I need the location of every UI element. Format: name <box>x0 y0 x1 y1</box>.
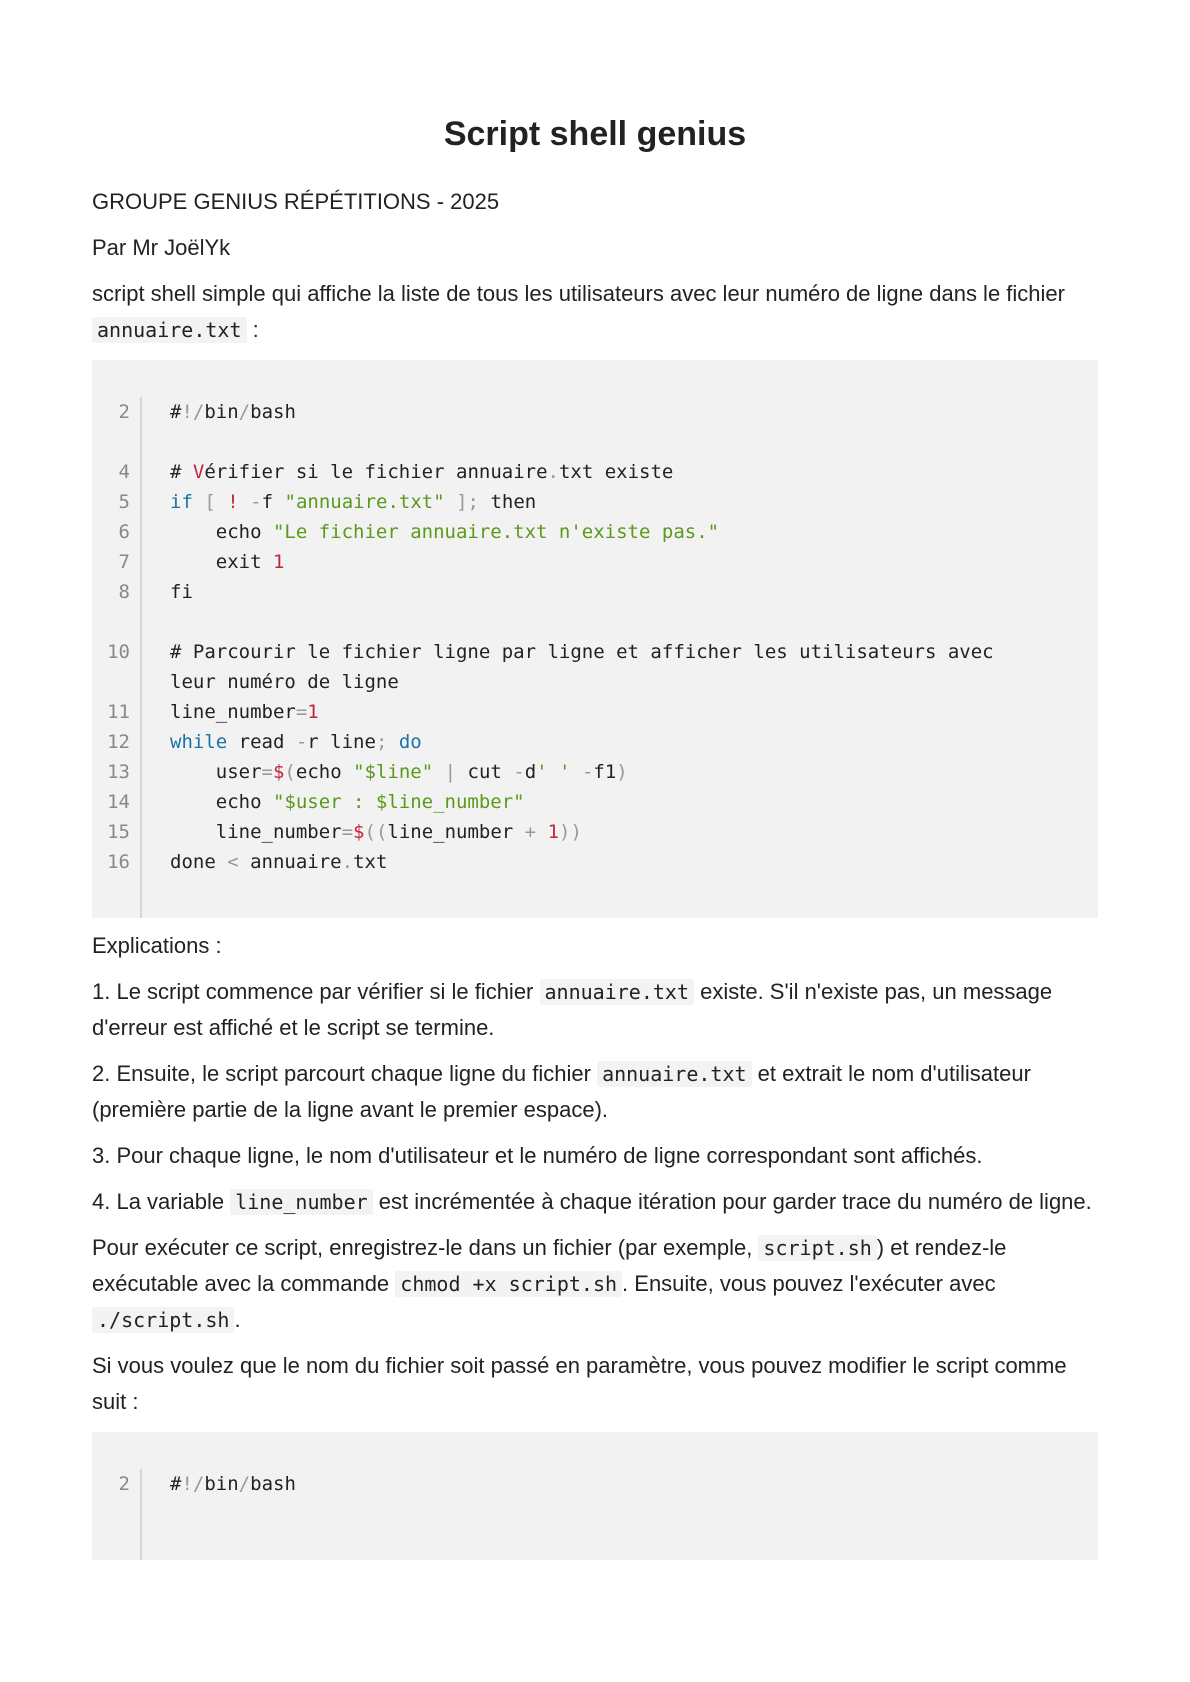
code-line: line_number=$((line_number + 1)) <box>170 821 582 843</box>
explications-label: Explications : <box>92 933 222 958</box>
line-number: 7 <box>118 551 130 573</box>
execution-text: . <box>234 1307 241 1332</box>
code-line-blank <box>170 427 1098 457</box>
code-line: # Vérifier si le fichier annuaire.txt existe <box>170 461 674 483</box>
inline-code: line_number <box>230 1189 372 1215</box>
inline-code: script.sh <box>758 1235 876 1261</box>
code-line: if [ ! -f "annuaire.txt" ]; then <box>170 491 537 513</box>
page-title: Script shell genius <box>443 115 747 153</box>
step-4 <box>92 1184 1098 1220</box>
execution-text: Pour exécuter ce script, enregistrez-le dans un fichier (par exemple, <box>92 1235 759 1260</box>
inline-code: annuaire.txt <box>92 317 247 343</box>
step-2 <box>92 1056 1098 1128</box>
line-number: 2 <box>118 1473 130 1495</box>
inline-code: annuaire.txt <box>597 1061 752 1087</box>
step-text: existe. S'il n'existe pas, un message d'erreur est affiché et le script se termine. <box>92 979 1053 1040</box>
author-label: Par Mr JoëlYk <box>92 235 231 260</box>
code-line: done < annuaire.txt <box>170 851 388 873</box>
code-block-2 <box>92 1432 1098 1560</box>
line-number <box>92 427 140 457</box>
step-text: 3. Pour chaque ligne, le nom d'utilisateur et le numéro de ligne correspondant sont affichés. <box>92 1143 983 1168</box>
execution-text: . Ensuite, vous pouvez l'exécuter avec <box>622 1271 996 1296</box>
line-number: 10 <box>107 641 130 663</box>
line-number-gutter <box>92 1469 142 1560</box>
intro-paragraph <box>92 276 1098 348</box>
group-label: GROUPE GENIUS RÉPÉTITIONS - 2025 <box>92 189 500 214</box>
code-lines <box>142 1469 1098 1560</box>
intro-text-end: : <box>246 317 259 342</box>
step-text: 4. La variable <box>92 1189 231 1214</box>
line-number: 4 <box>118 461 130 483</box>
step-text: est incrémentée à chaque itération pour garder trace du numéro de ligne. <box>372 1189 1092 1214</box>
code-block <box>92 360 1098 918</box>
step-1 <box>92 974 1098 1046</box>
inline-code: annuaire.txt <box>540 979 695 1005</box>
code-line: user=$(echo "$line" | cut -d' ' -f1) <box>170 761 628 783</box>
code-line: while read -r line; do <box>170 731 422 753</box>
code-line: line_number=1 <box>170 701 319 723</box>
line-number <box>92 607 140 637</box>
line-number <box>92 667 140 697</box>
line-number: 11 <box>107 701 130 723</box>
line-number-gutter <box>92 397 142 918</box>
intro-text: script shell simple qui affiche la liste de tous les utilisateurs avec leur numéro de ligne dans le fichier <box>92 281 1065 306</box>
param-paragraph: Si vous voulez que le nom du fichier soit passé en paramètre, vous pouvez modifier le script comme suit : <box>92 1353 1067 1414</box>
code-line: #!/bin/bash <box>170 1473 296 1495</box>
step-3 <box>92 1138 1098 1174</box>
code-line: fi <box>170 581 193 603</box>
step-text: et extrait le nom d'utilisateur (première partie de la ligne avant le premier espace). <box>92 1061 1031 1122</box>
line-number: 14 <box>107 791 130 813</box>
code-line: # Parcourir le fichier ligne par ligne et afficher les utilisateurs avec <box>170 641 994 663</box>
line-number: 6 <box>118 521 130 543</box>
line-number: 13 <box>107 761 130 783</box>
line-number: 5 <box>118 491 130 513</box>
code-line: #!/bin/bash <box>170 401 296 423</box>
step-text: 2. Ensuite, le script parcourt chaque ligne du fichier <box>92 1061 598 1086</box>
line-number: 16 <box>107 851 130 873</box>
line-number: 15 <box>107 821 130 843</box>
code-line: echo "$user : $line_number" <box>170 791 525 813</box>
code-line-blank <box>170 607 1098 637</box>
code-line: exit 1 <box>170 551 285 573</box>
inline-code: ./script.sh <box>92 1307 234 1333</box>
inline-code: chmod +x script.sh <box>395 1271 622 1297</box>
code-lines <box>142 397 1098 918</box>
step-text: 1. Le script commence par vérifier si le fichier <box>92 979 540 1004</box>
line-number: 8 <box>118 581 130 603</box>
code-line: leur numéro de ligne <box>170 671 399 693</box>
execution-text: ) et rendez-le exécutable avec la commande <box>92 1235 1007 1296</box>
execution-paragraph <box>92 1230 1098 1338</box>
code-line: echo "Le fichier annuaire.txt n'existe pas." <box>170 521 720 543</box>
line-number: 12 <box>107 731 130 753</box>
line-number: 2 <box>118 401 130 423</box>
